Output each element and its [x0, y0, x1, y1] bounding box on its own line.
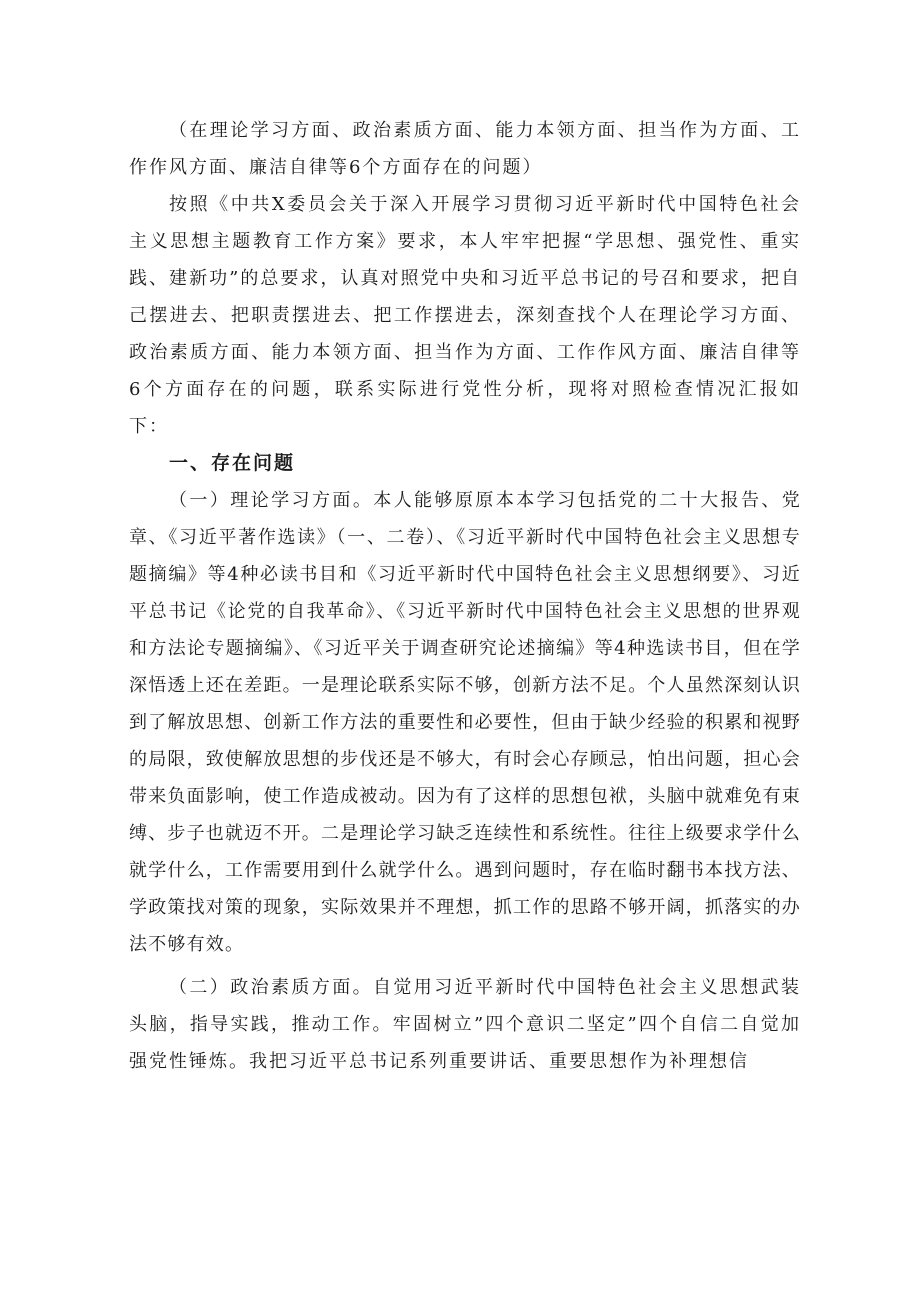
subtitle-paragraph: （在理论学习方面、政治素质方面、能力本领方面、担当作为方面、工作作风方面、廉洁自律等6个方面存在的问题） [129, 120, 801, 178]
political-quality-paragraph: （二）政治素质方面。自觉用习近平新时代中国特色社会主义思想武装头脑，指导实践，推动工作。牢固树立”四个意识二坚定”四个自信二自觉加强党性锤炼。我把习近平总书记系列重要讲话、重要思想作为补理想信 [129, 977, 801, 1072]
intro-paragraph: 按照《中共X委员会关于深入开展学习贯彻习近平新时代中国特色社会主义思想主题教育工作方案》要求，本人牢牢把握“学思想、强党性、重实践、建新功”的总要求，认真对照党中央和习近平总书记的号召和要求，把自己摆进去、把职责摆进去、把工作摆进去，深刻查找个人在理论学习方面、政治素质方面、能力本领方面、担当作为方面、工作作风方面、廉洁自律等6个方面存在的问题，联系实际进行党性分析，现将对照检查情况汇报如下： [129, 194, 801, 437]
section-heading-problems: 一、存在问题 [169, 452, 296, 474]
document-body [129, 112, 801, 1080]
theory-study-paragraph: （一）理论学习方面。本人能够原原本本学习包括党的二十大报告、党章、《习近平著作选读》（一、二卷）、《习近平新时代中国特色社会主义思想专题摘编》等4种必读书目和《习近平新时代中国特色社会主义思想纲要》、习近平总书记《论党的自我革命》、《习近平新时代中国特色社会主义思想的世界观和方法论专题摘编》、《习近平关于调查研究论述摘编》等4种选读书目，但在学深悟透上还在差距。一是理论联系实际不够，创新方法不足。个人虽然深刻认识到了解放思想、创新工作方法的重要性和必要性，但由于缺少经验的积累和视野的局限，致使解放思想的步伐还是不够大，有时会心存顾忌，怕出问题，担心会带来负面影响，使工作造成被动。因为有了这样的思想包袱，头脑中就难免有束缚、步子也就迈不开。二是理论学习缺乏连续性和系统性。往往上级要求学什么就学什么，工作需要用到什么就学什么。遇到问题时，存在临时翻书本找方法、学政策找对策的现象，实际效果并不理想，抓工作的思路不够开阔，抓落实的办法不够有效。 [129, 490, 801, 955]
